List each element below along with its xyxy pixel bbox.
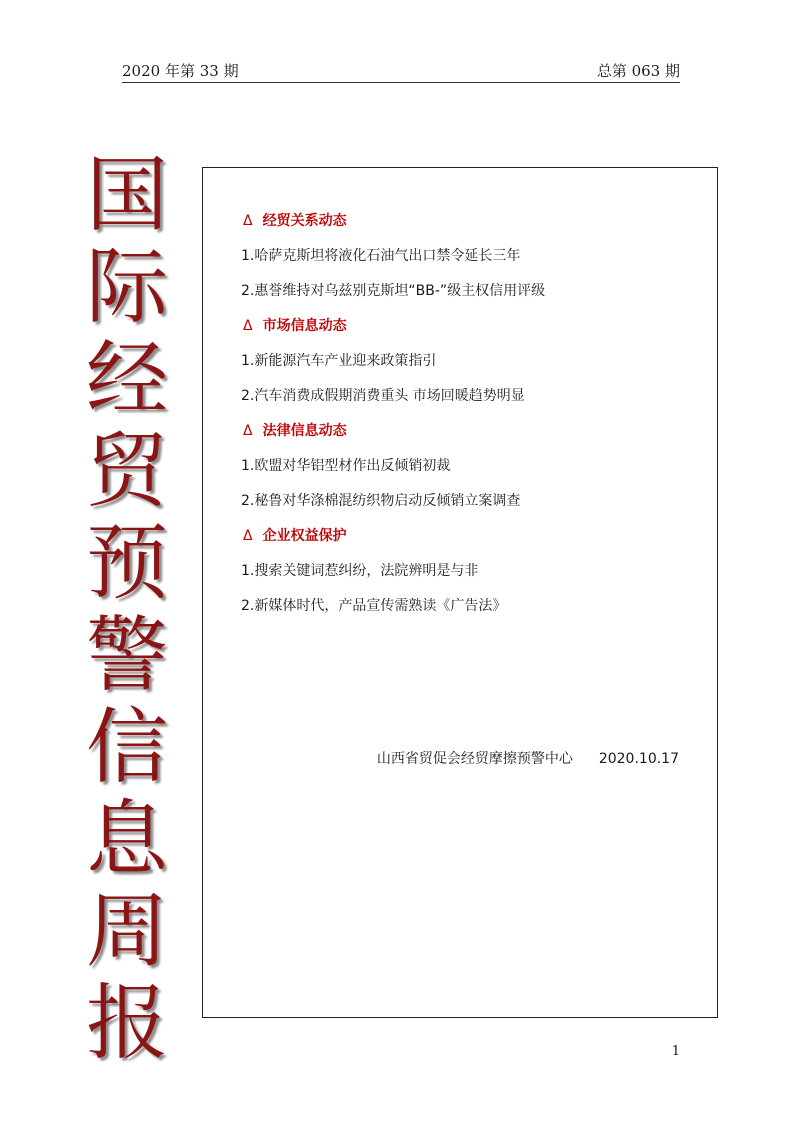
list-item: 2.惠誉维持对乌兹别克斯坦“BB-”级主权信用评级	[241, 283, 546, 299]
list-item: 1.新能源汽车产业迎来政策指引	[241, 353, 437, 369]
publisher-name: 山西省贸促会经贸摩擦预警中心	[376, 751, 573, 767]
title-char: 报	[85, 976, 168, 1071]
publish-date: 2020.10.17	[598, 751, 679, 767]
contents-box	[202, 167, 718, 1018]
title-char: 信	[85, 700, 168, 795]
total-issue-number: 总第 063 期	[596, 62, 680, 80]
title-char: 周	[85, 884, 168, 979]
page-header	[122, 58, 680, 83]
page-number: 1	[671, 1044, 680, 1059]
title-char: 国	[85, 148, 168, 243]
title-char: 警	[85, 608, 168, 703]
triangle-icon: Δ	[243, 528, 253, 544]
list-item: 2.汽车消费成假期消费重头 市场回暖趋势明显	[241, 388, 525, 404]
section-heading	[243, 210, 347, 230]
list-item: 1.哈萨克斯坦将液化石油气出口禁令延长三年	[241, 248, 521, 264]
title-char: 息	[85, 792, 168, 887]
section-heading	[243, 315, 347, 335]
issue-number: 2020 年第 33 期	[122, 62, 239, 80]
triangle-icon: Δ	[243, 213, 253, 229]
list-item: 2.新媒体时代，产品宣传需熟读《广告法》	[241, 598, 507, 614]
title-char: 预	[85, 516, 168, 611]
section-title: 法律信息动态	[262, 423, 347, 439]
section-title: 经贸关系动态	[262, 213, 347, 229]
list-item: 1.欧盟对华铝型材作出反倾销初裁	[241, 458, 451, 474]
list-item: 1.搜索关键词惹纠纷，法院辨明是与非	[241, 563, 479, 579]
triangle-icon: Δ	[243, 423, 253, 439]
triangle-icon: Δ	[243, 318, 253, 334]
title-char: 经	[85, 332, 168, 427]
title-char: 贸	[85, 424, 168, 519]
section-title: 市场信息动态	[262, 318, 347, 334]
section-heading	[243, 525, 347, 545]
title-char: 际	[85, 240, 168, 335]
section-title: 企业权益保护	[262, 528, 347, 544]
list-item: 2.秘鲁对华涤棉混纺织物启动反倾销立案调查	[241, 493, 521, 509]
section-heading	[243, 420, 347, 440]
publisher-footer	[377, 748, 679, 768]
vertical-title	[72, 150, 182, 1070]
